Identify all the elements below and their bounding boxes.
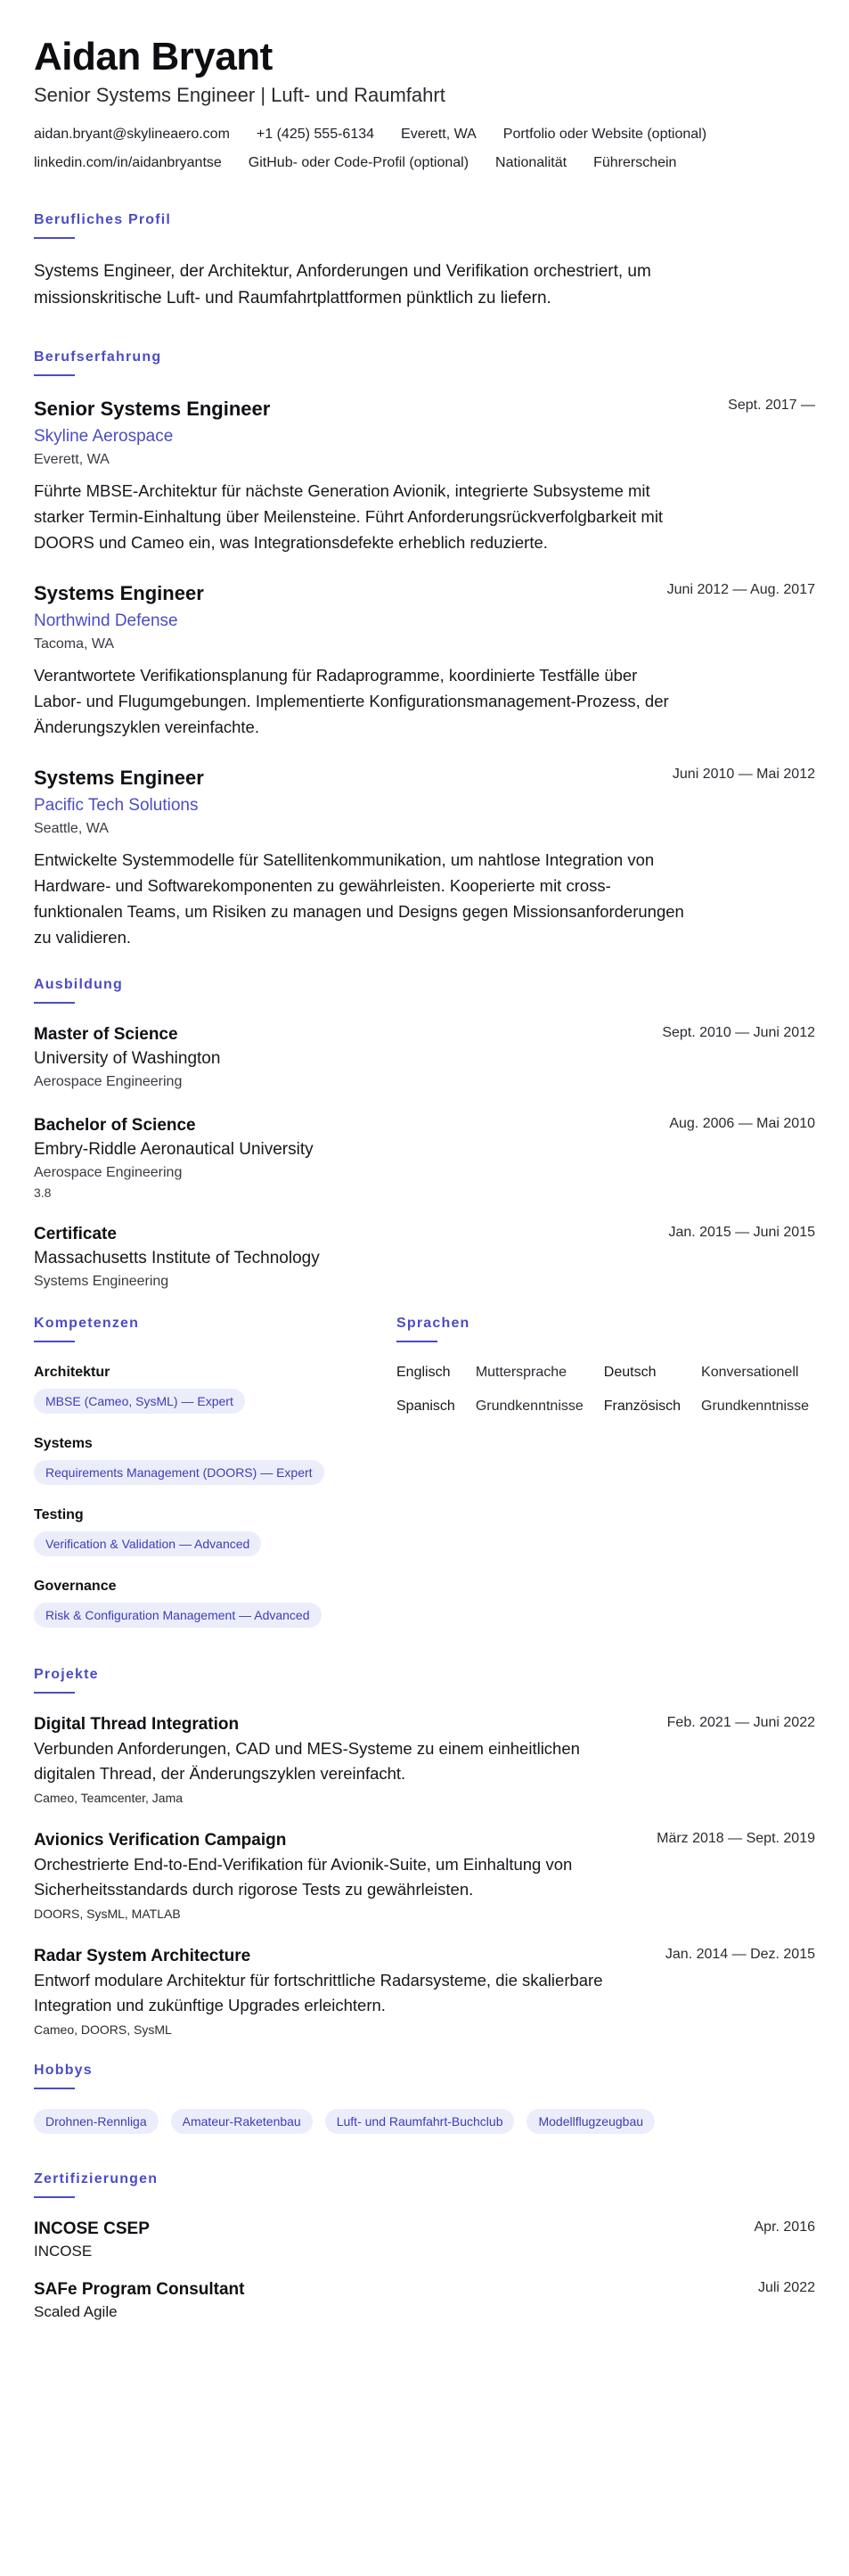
section-title: Hobbys xyxy=(34,2063,93,2078)
job-description: Entwickelte Systemmodelle für Satellitenkommunikation, um nahtlose Integration von Hardware- und Softwarekomponenten zu gewährleisten. Kooperierte mit cross-funktionalen Teams, um Risiken zu managen und Designs gegen Missionsanforderungen zu validieren. xyxy=(34,850,684,947)
language-level: Grundkenntnisse xyxy=(701,1399,809,1414)
profile-summary: Systems Engineer, der Architektur, Anforderungen und Verifikation orchestriert, um missionskritische Luft- und Raumfahrtplattformen pünktlich zu liefern. xyxy=(34,262,651,308)
section-title: Ausbildung xyxy=(34,977,123,992)
profile-section xyxy=(34,210,815,312)
certification-name: SAFe Program Consultant xyxy=(34,2280,245,2299)
section-title: Zertifizierungen xyxy=(34,2171,159,2186)
skill-chip: MBSE (Cameo, SysML) — Expert xyxy=(34,1389,245,1414)
project-entry xyxy=(34,1945,815,2039)
skills-section xyxy=(34,1314,396,1647)
skill-chip: Verification & Validation — Advanced xyxy=(34,1531,261,1556)
project-description: Entworf modulare Architektur für fortschrittliche Radarsysteme, die skalierbare Integration und zukünftige Upgrades erleichtern. xyxy=(34,1971,603,2014)
job-location: Seattle, WA xyxy=(34,821,109,836)
hobby-chip: Amateur-Raketenbau xyxy=(171,2109,313,2134)
project-name: Avionics Verification Campaign xyxy=(34,1831,287,1850)
section-divider xyxy=(34,1692,75,1694)
project-description: Orchestrierte End-to-End-Verifikation für Avionik-Suite, um Einhaltung von Sicherheitsstandards durch rigorose Tests zu gewährleisten. xyxy=(34,1855,573,1899)
skill-chip: Risk & Configuration Management — Advanced xyxy=(34,1603,322,1628)
degree: Bachelor of Science xyxy=(34,1116,196,1135)
experience-entry xyxy=(34,580,815,740)
contact-location: Everett, WA xyxy=(401,127,477,142)
contact-phone[interactable]: +1 (425) 555-6134 xyxy=(256,127,375,142)
section-title: Berufserfahrung xyxy=(34,349,162,365)
project-description: Verbunden Anforderungen, CAD und MES-Systeme zu einem einheitlichen digitalen Thread, der Änderungszyklen vereinfacht. xyxy=(34,1739,580,1783)
project-date: Feb. 2021 — Juni 2022 xyxy=(666,1715,815,1730)
skills-languages-row xyxy=(34,1314,815,1647)
education-entry xyxy=(34,1023,815,1093)
company-name: Skyline Aerospace xyxy=(34,427,174,446)
school-name: Massachusetts Institute of Technology xyxy=(34,1249,320,1267)
hobby-chip: Modellflugzeugbau xyxy=(527,2109,655,2134)
skill-group xyxy=(34,1362,396,1414)
certifications-section xyxy=(34,2170,815,2323)
hobby-list xyxy=(34,2109,815,2134)
certification-issuer: INCOSE xyxy=(34,2243,93,2260)
company-name: Pacific Tech Solutions xyxy=(34,796,199,815)
job-location: Everett, WA xyxy=(34,452,110,467)
experience-entry xyxy=(34,765,815,950)
project-entry xyxy=(34,1829,815,1924)
language-level: Konversationell xyxy=(701,1365,799,1380)
certification-date: Apr. 2016 xyxy=(754,2219,815,2235)
skill-group xyxy=(34,1505,396,1556)
certification-entry xyxy=(34,2218,815,2262)
language-level: Grundkenntnisse xyxy=(475,1399,584,1414)
section-title: Sprachen xyxy=(396,1316,470,1331)
education-section xyxy=(34,975,815,1292)
section-title: Berufliches Profil xyxy=(34,212,172,227)
project-name: Digital Thread Integration xyxy=(34,1715,240,1734)
language-name: Englisch xyxy=(396,1365,451,1380)
skill-group xyxy=(34,1433,396,1485)
certification-issuer: Scaled Agile xyxy=(34,2303,118,2320)
section-divider xyxy=(34,1002,75,1004)
contact-github[interactable]: GitHub- oder Code-Profil (optional) xyxy=(248,155,469,170)
skill-category: Systems xyxy=(34,1436,93,1451)
field-of-study: Aerospace Engineering xyxy=(34,1074,183,1089)
education-date: Jan. 2015 — Juni 2015 xyxy=(668,1225,815,1240)
experience-section xyxy=(34,348,815,950)
contact-license: Führerschein xyxy=(593,155,677,170)
section-divider xyxy=(34,2196,75,2198)
candidate-headline: Senior Systems Engineer | Luft- und Raumfahrt xyxy=(34,84,445,106)
resume-header xyxy=(34,34,815,175)
contact-nationality: Nationalität xyxy=(495,155,567,170)
education-date: Sept. 2010 — Juni 2012 xyxy=(662,1025,815,1040)
education-entry xyxy=(34,1223,815,1292)
job-title: Senior Systems Engineer xyxy=(34,398,271,420)
company-name: Northwind Defense xyxy=(34,611,178,630)
language-list xyxy=(396,1362,815,1417)
contact-portfolio[interactable]: Portfolio oder Website (optional) xyxy=(502,127,707,142)
section-title: Projekte xyxy=(34,1667,99,1682)
certification-entry xyxy=(34,2278,815,2323)
experience-entry xyxy=(34,396,815,555)
education-entry xyxy=(34,1114,815,1202)
section-divider xyxy=(34,374,75,376)
language-name: Spanisch xyxy=(396,1399,455,1414)
experience-date: Sept. 2017 — xyxy=(728,398,815,413)
project-entry xyxy=(34,1713,815,1808)
school-name: Embry-Riddle Aeronautical University xyxy=(34,1140,314,1159)
job-title: Systems Engineer xyxy=(34,582,204,604)
hobby-chip: Drohnen-Rennliga xyxy=(34,2109,159,2134)
gpa: 3.8 xyxy=(34,1185,52,1200)
hobby-chip: Luft- und Raumfahrt-Buchclub xyxy=(325,2109,515,2134)
experience-date: Juni 2012 — Aug. 2017 xyxy=(666,582,815,597)
skill-group xyxy=(34,1576,396,1628)
job-title: Systems Engineer xyxy=(34,767,204,789)
certification-name: INCOSE CSEP xyxy=(34,2219,150,2238)
contact-linkedin[interactable]: linkedin.com/in/aidanbryantse xyxy=(34,155,222,170)
project-date: Jan. 2014 — Dez. 2015 xyxy=(665,1947,815,1962)
degree: Master of Science xyxy=(34,1025,178,1044)
degree: Certificate xyxy=(34,1225,117,1243)
field-of-study: Systems Engineering xyxy=(34,1274,169,1289)
skill-category: Testing xyxy=(34,1507,84,1522)
job-description: Führte MBSE-Architektur für nächste Generation Avionik, integrierte Subsysteme mit starker Termin-Einhaltung über Meilensteine. Führt Anforderungsrückverfolgbarkeit mit DOORS und Cameo ein, was Integrationsdefekte erheblich reduzierte. xyxy=(34,481,664,552)
language-name: Deutsch xyxy=(603,1365,657,1380)
certification-date: Juli 2022 xyxy=(757,2280,815,2295)
project-date: März 2018 — Sept. 2019 xyxy=(657,1831,815,1846)
skill-category: Governance xyxy=(34,1579,117,1594)
section-title: Kompetenzen xyxy=(34,1316,140,1331)
job-description: Verantwortete Verifikationsplanung für Radaprogramme, koordinierte Testfälle über Labor- und Flugumgebungen. Implementierte Konfigurationsmanagement-Prozess, der Änderungszyklen vereinfachte. xyxy=(34,666,669,736)
languages-section xyxy=(396,1314,815,1647)
section-divider xyxy=(34,1341,75,1342)
contact-list xyxy=(34,123,815,175)
hobbies-section xyxy=(34,2061,815,2134)
candidate-name: Aidan Bryant xyxy=(34,35,273,78)
project-tech: Cameo, Teamcenter, Jama xyxy=(34,1791,184,1805)
language-name: Französisch xyxy=(603,1399,682,1414)
job-location: Tacoma, WA xyxy=(34,636,115,652)
project-name: Radar System Architecture xyxy=(34,1947,251,1965)
section-divider xyxy=(34,237,75,239)
project-tech: Cameo, DOORS, SysML xyxy=(34,2022,172,2037)
section-divider xyxy=(34,2088,75,2089)
projects-section xyxy=(34,1665,815,2039)
skill-category: Architektur xyxy=(34,1365,110,1380)
section-divider xyxy=(396,1341,437,1342)
field-of-study: Aerospace Engineering xyxy=(34,1165,183,1180)
experience-date: Juni 2010 — Mai 2012 xyxy=(672,767,815,782)
project-tech: DOORS, SysML, MATLAB xyxy=(34,1907,181,1921)
skill-chip: Requirements Management (DOORS) — Expert xyxy=(34,1460,324,1485)
school-name: University of Washington xyxy=(34,1049,221,1068)
education-date: Aug. 2006 — Mai 2010 xyxy=(669,1116,815,1131)
contact-email[interactable]: aidan.bryant@skylineaero.com xyxy=(34,127,230,142)
language-level: Muttersprache xyxy=(475,1365,567,1380)
